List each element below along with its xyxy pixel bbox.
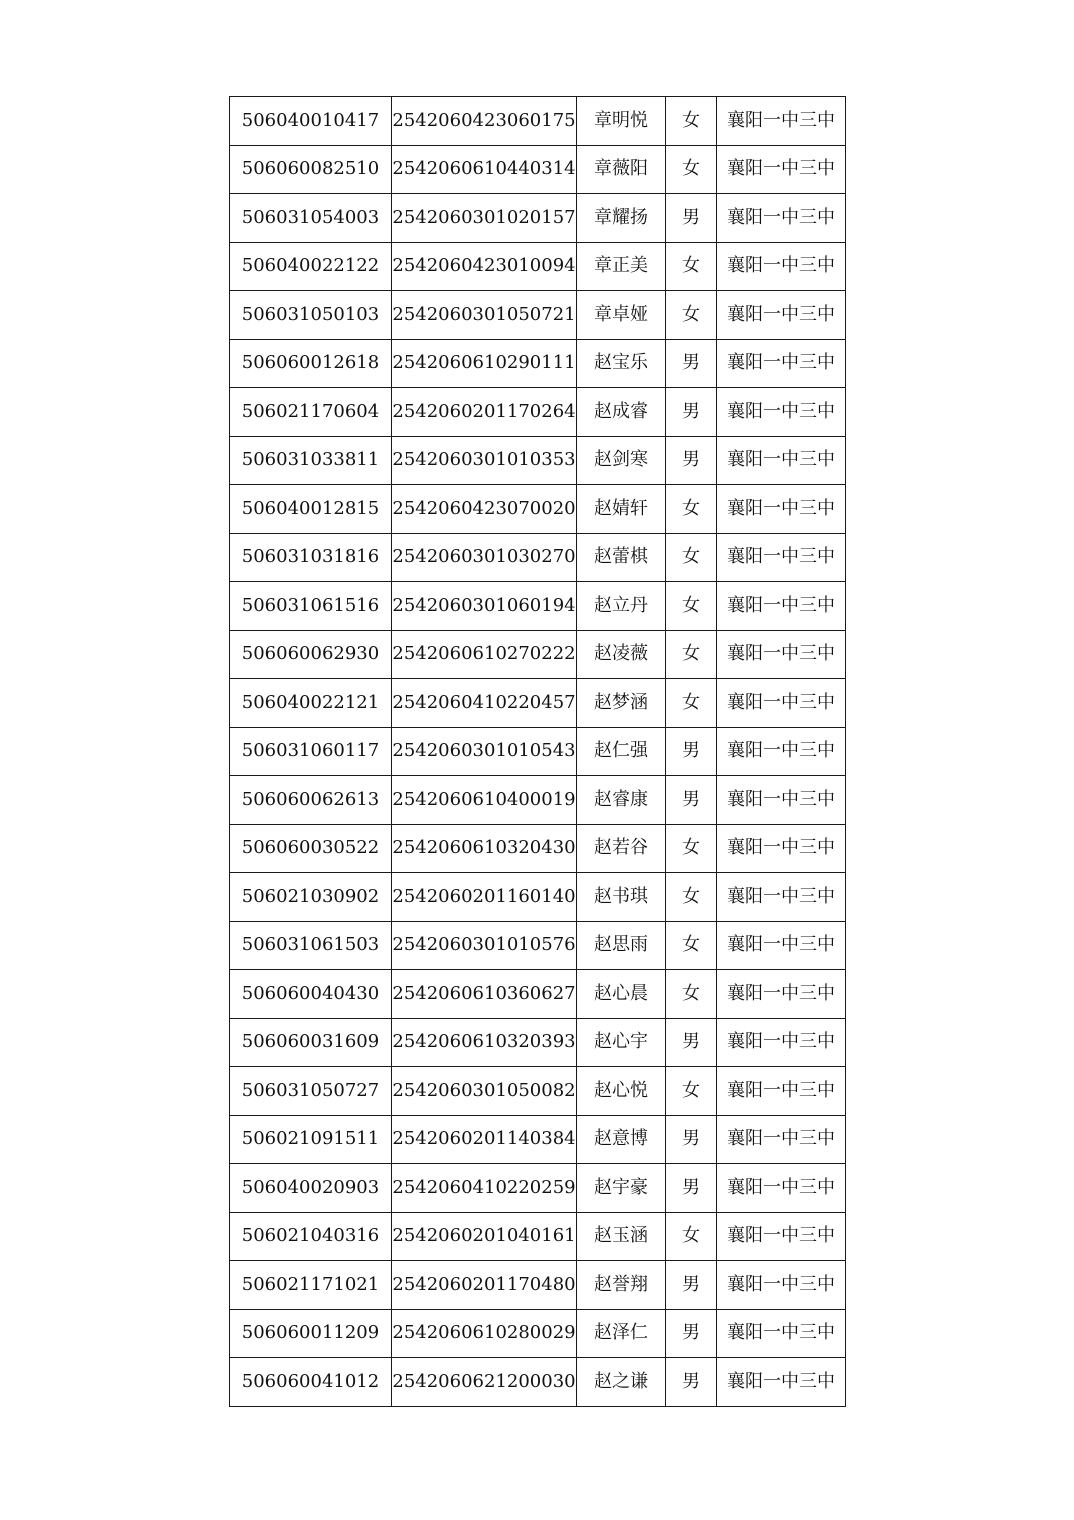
school-cell: 襄阳一中三中 (717, 1067, 846, 1116)
student-name-cell: 赵凌薇 (577, 630, 666, 679)
student-name-cell: 赵蕾棋 (577, 533, 666, 582)
exam-number-cell: 506040022122 (230, 242, 392, 291)
table-row (230, 533, 846, 582)
table-row (230, 194, 846, 243)
school-cell: 襄阳一中三中 (717, 533, 846, 582)
table-row (230, 970, 846, 1019)
school-cell: 襄阳一中三中 (717, 630, 846, 679)
gender-cell: 男 (666, 776, 717, 825)
exam-number-cell: 506060062930 (230, 630, 392, 679)
registration-number-cell: 2542060201170480 (392, 1261, 577, 1310)
gender-cell: 男 (666, 339, 717, 388)
exam-number-cell: 506031050727 (230, 1067, 392, 1116)
student-name-cell: 赵睿康 (577, 776, 666, 825)
table-row (230, 873, 846, 922)
exam-number-cell: 506031033811 (230, 436, 392, 485)
table-row (230, 630, 846, 679)
exam-number-cell: 506031061503 (230, 921, 392, 970)
student-name-cell: 赵思雨 (577, 921, 666, 970)
exam-number-cell: 506021040316 (230, 1212, 392, 1261)
gender-cell: 女 (666, 873, 717, 922)
gender-cell: 男 (666, 1358, 717, 1407)
table-row (230, 776, 846, 825)
gender-cell: 男 (666, 388, 717, 437)
exam-number-cell: 506060040430 (230, 970, 392, 1019)
school-cell: 襄阳一中三中 (717, 1115, 846, 1164)
table-row (230, 1358, 846, 1407)
exam-number-cell: 506060041012 (230, 1358, 392, 1407)
registration-number-cell: 2542060301050082 (392, 1067, 577, 1116)
exam-number-cell: 506040022121 (230, 679, 392, 728)
registration-number-cell: 2542060610320430 (392, 824, 577, 873)
student-name-cell: 赵心宇 (577, 1018, 666, 1067)
gender-cell: 男 (666, 1164, 717, 1213)
registration-number-cell: 2542060423070020 (392, 485, 577, 534)
exam-number-cell: 506031031816 (230, 533, 392, 582)
gender-cell: 女 (666, 1067, 717, 1116)
registration-number-cell: 2542060610400019 (392, 776, 577, 825)
exam-number-cell: 506021091511 (230, 1115, 392, 1164)
gender-cell: 女 (666, 485, 717, 534)
registration-number-cell: 2542060301020157 (392, 194, 577, 243)
table-row (230, 291, 846, 340)
school-cell: 襄阳一中三中 (717, 679, 846, 728)
gender-cell: 男 (666, 436, 717, 485)
student-name-cell: 赵玉涵 (577, 1212, 666, 1261)
gender-cell: 男 (666, 194, 717, 243)
school-cell: 襄阳一中三中 (717, 1212, 846, 1261)
registration-number-cell: 2542060301010576 (392, 921, 577, 970)
exam-number-cell: 506021030902 (230, 873, 392, 922)
gender-cell: 女 (666, 679, 717, 728)
student-name-cell: 章薇阳 (577, 145, 666, 194)
gender-cell: 女 (666, 1212, 717, 1261)
school-cell: 襄阳一中三中 (717, 97, 846, 146)
school-cell: 襄阳一中三中 (717, 1164, 846, 1213)
student-name-cell: 赵誉翔 (577, 1261, 666, 1310)
registration-number-cell: 2542060201160140 (392, 873, 577, 922)
student-name-cell: 赵心晨 (577, 970, 666, 1019)
student-name-cell: 章明悦 (577, 97, 666, 146)
registration-number-cell: 2542060201140384 (392, 1115, 577, 1164)
school-cell: 襄阳一中三中 (717, 1018, 846, 1067)
table-row (230, 1212, 846, 1261)
table-row (230, 1115, 846, 1164)
school-cell: 襄阳一中三中 (717, 291, 846, 340)
student-name-cell: 赵宇豪 (577, 1164, 666, 1213)
registration-number-cell: 2542060201170264 (392, 388, 577, 437)
table-row (230, 1309, 846, 1358)
student-name-cell: 赵仁强 (577, 727, 666, 776)
table-row (230, 679, 846, 728)
registration-number-cell: 2542060423010094 (392, 242, 577, 291)
school-cell: 襄阳一中三中 (717, 824, 846, 873)
registration-number-cell: 2542060410220457 (392, 679, 577, 728)
gender-cell: 男 (666, 1115, 717, 1164)
student-name-cell: 赵泽仁 (577, 1309, 666, 1358)
registration-number-cell: 2542060610440314 (392, 145, 577, 194)
school-cell: 襄阳一中三中 (717, 436, 846, 485)
gender-cell: 女 (666, 970, 717, 1019)
table-row (230, 582, 846, 631)
school-cell: 襄阳一中三中 (717, 727, 846, 776)
student-name-cell: 赵立丹 (577, 582, 666, 631)
student-name-cell: 赵宝乐 (577, 339, 666, 388)
table-row (230, 436, 846, 485)
gender-cell: 男 (666, 1018, 717, 1067)
student-name-cell: 赵梦涵 (577, 679, 666, 728)
exam-number-cell: 506040020903 (230, 1164, 392, 1213)
registration-number-cell: 2542060610280029 (392, 1309, 577, 1358)
student-name-cell: 赵心悦 (577, 1067, 666, 1116)
registration-number-cell: 2542060301060194 (392, 582, 577, 631)
registration-number-cell: 2542060201040161 (392, 1212, 577, 1261)
exam-number-cell: 506060011209 (230, 1309, 392, 1358)
school-cell: 襄阳一中三中 (717, 921, 846, 970)
gender-cell: 女 (666, 630, 717, 679)
gender-cell: 男 (666, 1261, 717, 1310)
table-row (230, 242, 846, 291)
registration-number-cell: 2542060610270222 (392, 630, 577, 679)
school-cell: 襄阳一中三中 (717, 339, 846, 388)
student-name-cell: 赵婧轩 (577, 485, 666, 534)
exam-number-cell: 506021171021 (230, 1261, 392, 1310)
table-row (230, 485, 846, 534)
table-row (230, 1018, 846, 1067)
school-cell: 襄阳一中三中 (717, 388, 846, 437)
table-row (230, 824, 846, 873)
registration-number-cell: 2542060301030270 (392, 533, 577, 582)
school-cell: 襄阳一中三中 (717, 1358, 846, 1407)
exam-number-cell: 506031060117 (230, 727, 392, 776)
gender-cell: 男 (666, 1309, 717, 1358)
student-name-cell: 赵剑寒 (577, 436, 666, 485)
exam-number-cell: 506060062613 (230, 776, 392, 825)
registration-number-cell: 2542060301010543 (392, 727, 577, 776)
school-cell: 襄阳一中三中 (717, 194, 846, 243)
school-cell: 襄阳一中三中 (717, 1261, 846, 1310)
exam-number-cell: 506060031609 (230, 1018, 392, 1067)
gender-cell: 女 (666, 242, 717, 291)
exam-number-cell: 506031054003 (230, 194, 392, 243)
exam-number-cell: 506021170604 (230, 388, 392, 437)
gender-cell: 女 (666, 97, 717, 146)
gender-cell: 女 (666, 291, 717, 340)
school-cell: 襄阳一中三中 (717, 1309, 846, 1358)
table-row (230, 921, 846, 970)
table-row (230, 1261, 846, 1310)
student-name-cell: 章耀扬 (577, 194, 666, 243)
table-row (230, 97, 846, 146)
exam-number-cell: 506040012815 (230, 485, 392, 534)
student-name-cell: 赵若谷 (577, 824, 666, 873)
exam-number-cell: 506060082510 (230, 145, 392, 194)
registration-number-cell: 2542060410220259 (392, 1164, 577, 1213)
exam-number-cell: 506031050103 (230, 291, 392, 340)
registration-number-cell: 2542060301050721 (392, 291, 577, 340)
gender-cell: 女 (666, 533, 717, 582)
registration-number-cell: 2542060610290111 (392, 339, 577, 388)
gender-cell: 男 (666, 727, 717, 776)
student-name-cell: 章卓娅 (577, 291, 666, 340)
table-row (230, 339, 846, 388)
roster-body (230, 97, 846, 1407)
registration-number-cell: 2542060610320393 (392, 1018, 577, 1067)
school-cell: 襄阳一中三中 (717, 242, 846, 291)
registration-number-cell: 2542060301010353 (392, 436, 577, 485)
table-row (230, 1067, 846, 1116)
gender-cell: 女 (666, 921, 717, 970)
student-name-cell: 赵成睿 (577, 388, 666, 437)
gender-cell: 女 (666, 824, 717, 873)
table-row (230, 388, 846, 437)
table-row (230, 145, 846, 194)
student-name-cell: 赵书琪 (577, 873, 666, 922)
student-roster-table (229, 96, 846, 1407)
table-row (230, 727, 846, 776)
exam-number-cell: 506060012618 (230, 339, 392, 388)
exam-number-cell: 506031061516 (230, 582, 392, 631)
school-cell: 襄阳一中三中 (717, 485, 846, 534)
exam-number-cell: 506060030522 (230, 824, 392, 873)
student-name-cell: 赵意博 (577, 1115, 666, 1164)
school-cell: 襄阳一中三中 (717, 873, 846, 922)
school-cell: 襄阳一中三中 (717, 776, 846, 825)
exam-number-cell: 506040010417 (230, 97, 392, 146)
student-name-cell: 章正美 (577, 242, 666, 291)
registration-number-cell: 2542060621200030 (392, 1358, 577, 1407)
table-row (230, 1164, 846, 1213)
school-cell: 襄阳一中三中 (717, 145, 846, 194)
registration-number-cell: 2542060610360627 (392, 970, 577, 1019)
gender-cell: 女 (666, 145, 717, 194)
gender-cell: 女 (666, 582, 717, 631)
student-name-cell: 赵之谦 (577, 1358, 666, 1407)
registration-number-cell: 2542060423060175 (392, 97, 577, 146)
school-cell: 襄阳一中三中 (717, 970, 846, 1019)
school-cell: 襄阳一中三中 (717, 582, 846, 631)
